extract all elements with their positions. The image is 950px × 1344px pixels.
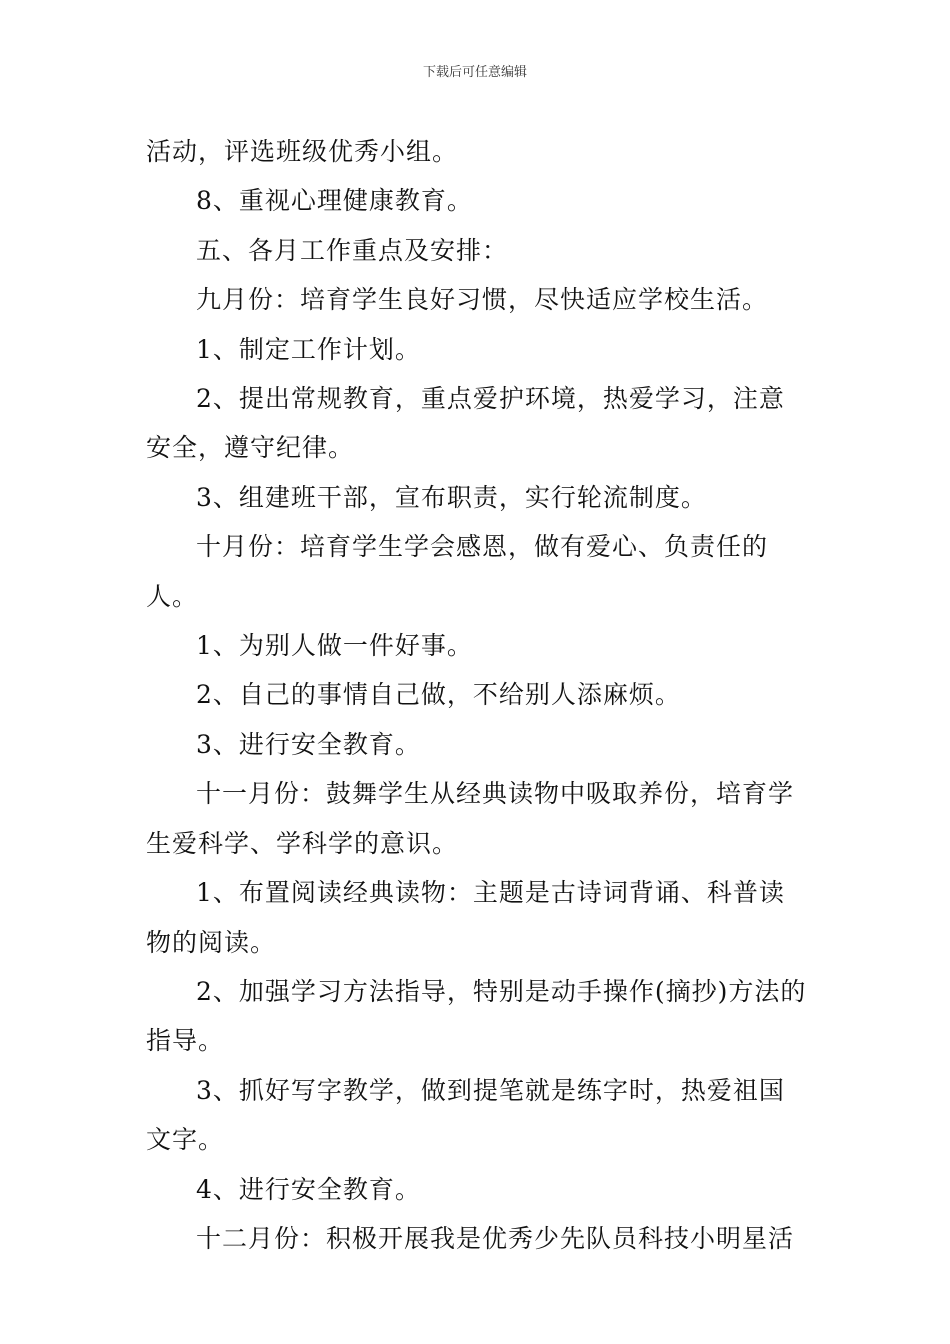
october-item-2: 2、自己的事情自己做，不给别人添麻烦。 [196, 680, 681, 710]
october-item-3: 3、进行安全教育。 [196, 729, 421, 759]
december-heading: 十二月份：积极开展我是优秀少先队员科技小明星活 [196, 1223, 795, 1253]
paragraph-2: 8、重视心理健康教育。 [196, 186, 473, 216]
september-item-2: 2、提出常规教育，重点爱护环境，热爱学习，注意安全，遵守纪律。 [146, 384, 785, 463]
paragraph-1: 活动，评选班级优秀小组。 [146, 137, 459, 166]
document-body [146, 127, 810, 1263]
november-item-1: 1、布置阅读经典读物：主题是古诗词背诵、科普读物的阅读。 [146, 878, 785, 957]
october-heading: 十月份：培育学生学会感恩，做有爱心、负责任的人。 [146, 532, 769, 611]
september-heading: 九月份：培育学生良好习惯，尽快适应学校生活。 [196, 285, 769, 315]
november-item-3: 3、抓好写字教学，做到提笔就是练字时，热爱祖国文字。 [146, 1075, 785, 1155]
november-heading: 十一月份：鼓舞学生从经典读物中吸取养份，培育学生爱科学、学科学的意识。 [146, 779, 795, 858]
october-item-1: 1、为别人做一件好事。 [196, 631, 473, 661]
page-header: 下载后可任意编辑 [422, 65, 527, 80]
september-item-1: 1、制定工作计划。 [196, 334, 421, 364]
november-item-4: 4、进行安全教育。 [196, 1174, 421, 1204]
september-item-3: 3、组建班干部，宣布职责，实行轮流制度。 [196, 482, 707, 512]
november-item-2: 2、加强学习方法指导，特别是动手操作(摘抄)方法的指导。 [146, 976, 807, 1056]
section-heading-monthly-plan: 五、各月工作重点及安排： [196, 235, 509, 265]
